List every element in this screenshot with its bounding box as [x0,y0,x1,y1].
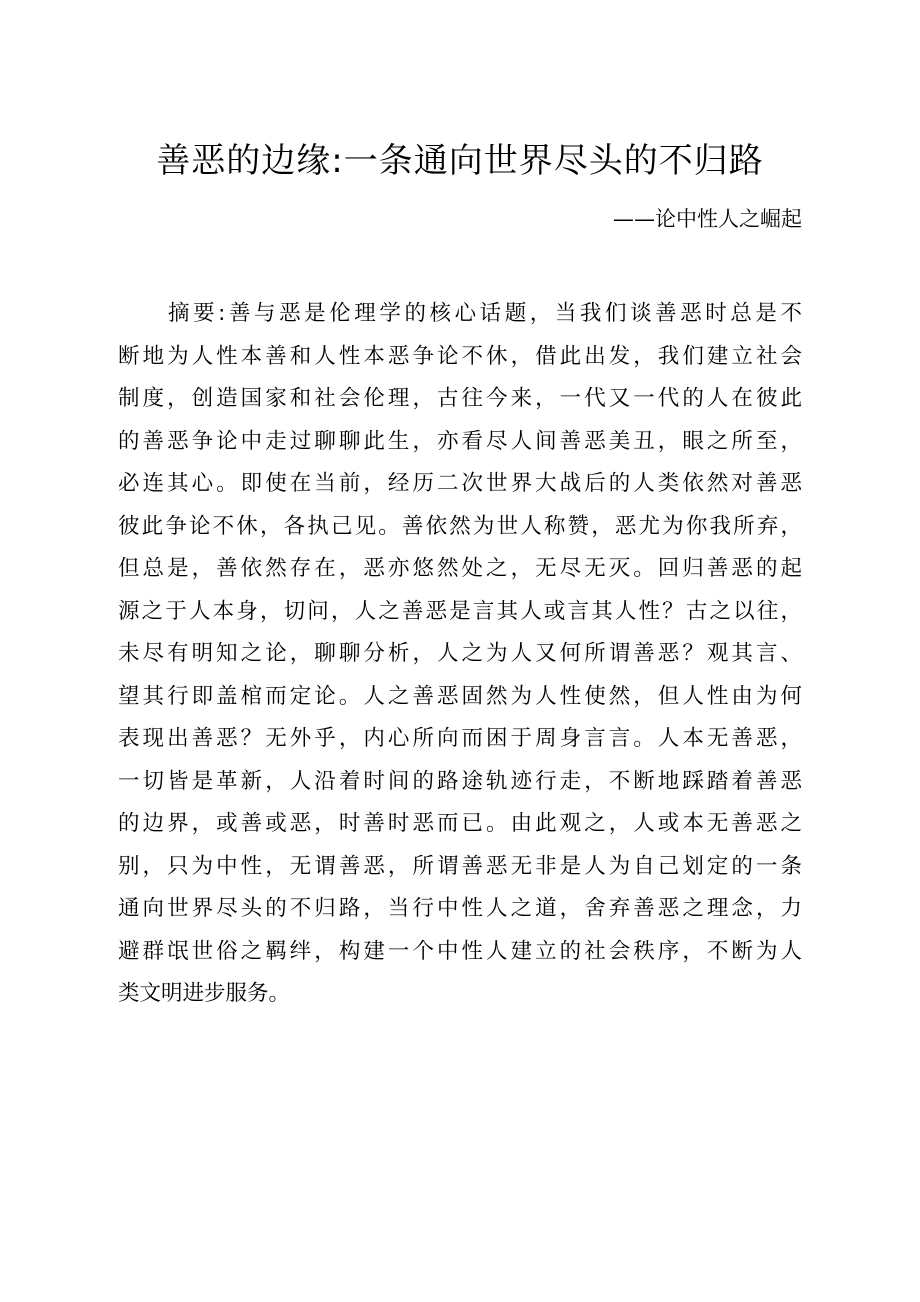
abstract-line: 一切皆是革新，人沿着时间的路途轨迹行走，不断地踩踏着善恶 [118,768,802,794]
abstract-line: 源之于人本身，切问，人之善恶是言其人或言其人性？古之以往， [118,598,802,624]
abstract-line: 类文明进步服务。 [118,981,291,1006]
abstract-line: 摘要:善与恶是伦理学的核心话题，当我们谈善恶时总是不 [168,301,802,326]
abstract-line: 的善恶争论中走过聊聊此生，亦看尽人间善恶美丑，眼之所至， [118,428,802,454]
document-title: 善恶的边缘:一条通向世界尽头的不归路 [156,141,764,181]
abstract-line: 望其行即盖棺而定论。人之善恶固然为人性使然，但人性由为何 [118,683,802,709]
abstract-line: 通向世界尽头的不归路，当行中性人之道，舍弃善恶之理念，力 [118,896,802,921]
abstract-line: 表现出善恶？无外乎，内心所向而困于周身言言。人本无善恶， [118,726,802,751]
abstract-line: 但总是，善依然存在，恶亦悠然处之，无尽无灭。回归善恶的起 [118,556,802,581]
abstract-line: 未尽有明知之论，聊聊分析，人之为人又何所谓善恶？观其言、 [118,641,802,666]
abstract-line: 制度，创造国家和社会伦理，古往今来，一代又一代的人在彼此 [118,386,802,411]
abstract-line: 别，只为中性，无谓善恶，所谓善恶无非是人为自己划定的一条 [118,853,802,879]
abstract-line: 避群氓世俗之羁绊，构建一个中性人建立的社会秩序，不断为人 [118,938,802,964]
abstract-paragraph [118,297,802,1020]
document-subtitle: ——论中性人之崛起 [613,207,802,231]
abstract-line: 必连其心。即使在当前，经历二次世界大战后的人类依然对善恶 [118,471,802,496]
abstract-line: 彼此争论不休，各执己见。善依然为世人称赞，恶尤为你我所弃， [118,513,802,539]
abstract-line: 的边界，或善或恶，时善时恶而已。由此观之，人或本无善恶之 [118,811,802,836]
abstract-line: 断地为人性本善和人性本恶争论不休，借此出发，我们建立社会 [118,343,802,369]
